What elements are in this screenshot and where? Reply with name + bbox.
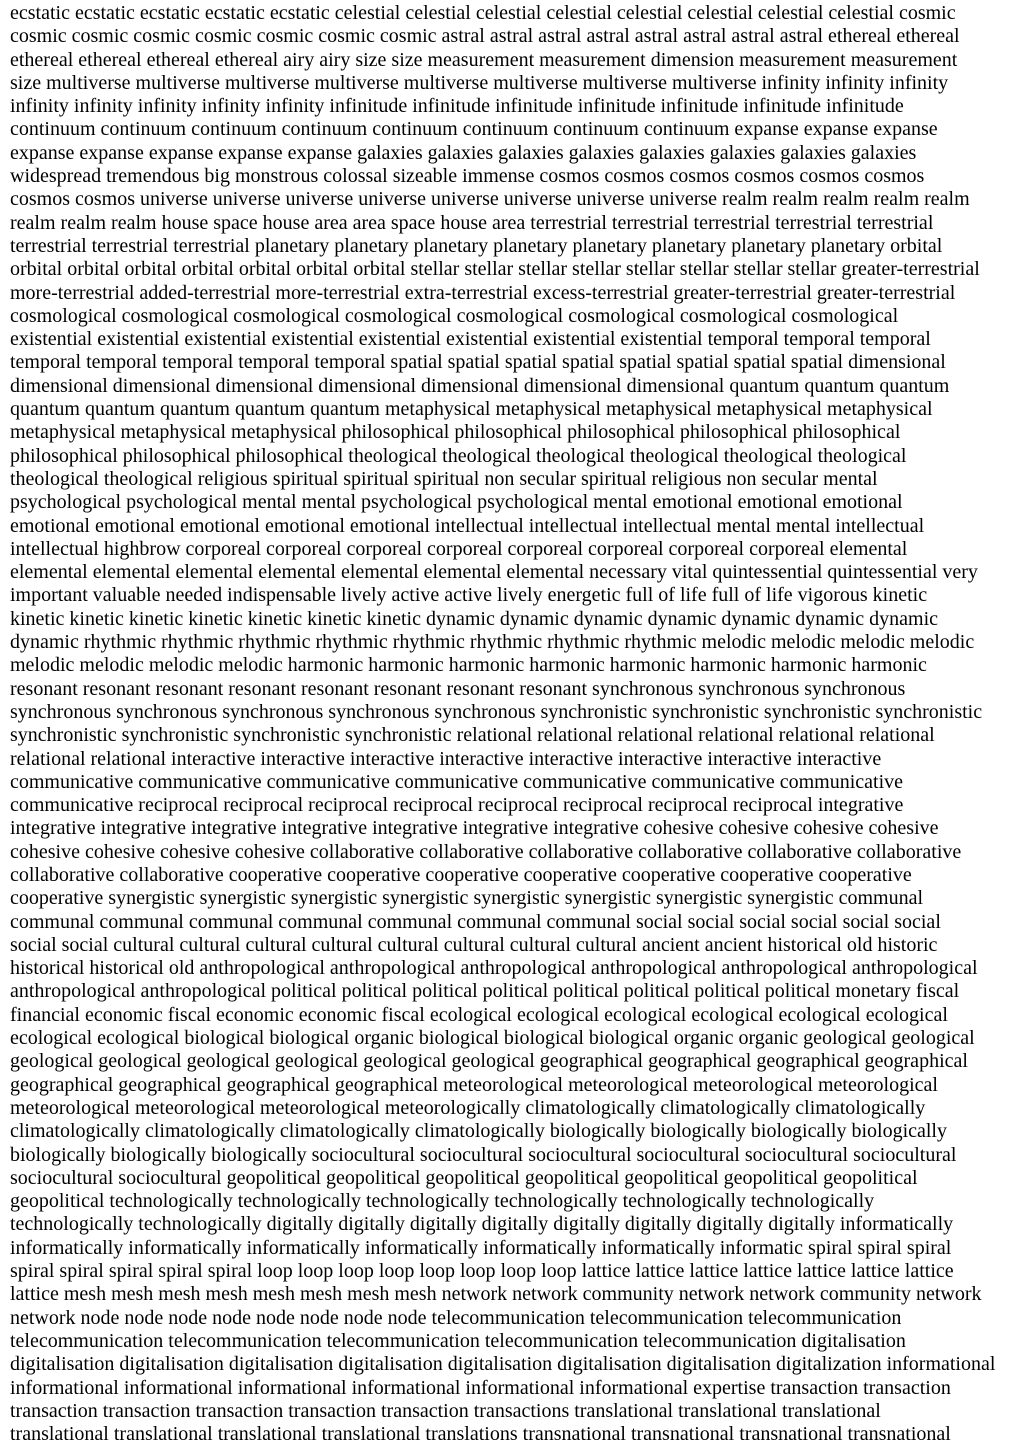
text-line: widespread tremendous big monstrous colossal sizeable immense cosmos cosmos cosmos cosmos cosmos cosmos — [10, 165, 925, 188]
text-line: continuum continuum continuum continuum continuum continuum continuum continuum expanse expanse expanse — [10, 118, 938, 141]
text-line: quantum quantum quantum quantum quantum metaphysical metaphysical metaphysical metaphysical metaphysical — [10, 398, 933, 421]
text-line: spiral spiral spiral spiral spiral loop loop loop loop loop loop loop loop lattice lattice lattice lattice lattice lattice lattice — [10, 1260, 954, 1283]
text-line: financial economic fiscal economic economic fiscal ecological ecological ecological ecological ecological ecological — [10, 1003, 948, 1026]
text-line: infinity infinity infinity infinity infinity infinitude infinitude infinitude infinitude infinitude infinitude infinitude — [10, 95, 904, 118]
text-line: geological geological geological geological geological geological geographical geographical geographical geographical — [10, 1050, 968, 1073]
text-line: more-terrestrial added-terrestrial more-terrestrial extra-terrestrial excess-terrestrial greater-terrestrial greater-terrestrial — [10, 281, 956, 304]
text-line: cooperative synergistic synergistic synergistic synergistic synergistic synergistic synergistic synergistic communal — [10, 887, 924, 910]
text-line: sociocultural sociocultural geopolitical geopolitical geopolitical geopolitical geopolitical geopolitical geopolitical — [10, 1166, 918, 1189]
text-line: geopolitical technologically technologically technologically technologically technologically technologically — [10, 1190, 875, 1213]
text-line: realm realm realm house space house area area space house area terrestrial terrestrial terrestrial terrestrial terrestrial — [10, 211, 934, 234]
text-line: synchronistic synchronistic synchronistic synchronistic relational relational relational relational relational relational — [10, 724, 935, 747]
text-line: informational informational informational informational informational informational expertise transaction transaction — [10, 1376, 951, 1399]
text-line: lattice mesh mesh mesh mesh mesh mesh mesh mesh network network community network network community network — [10, 1283, 982, 1306]
text-document-body — [10, 2, 1014, 1446]
text-line: collaborative collaborative cooperative cooperative cooperative cooperative cooperative cooperative cooperative — [10, 863, 912, 886]
text-line: emotional emotional emotional emotional emotional intellectual intellectual intellectual mental mental intellectual — [10, 514, 925, 537]
text-line: telecommunication telecommunication telecommunication telecommunication telecommunication digitalisation — [10, 1329, 906, 1352]
text-line: ecological ecological biological biological organic biological biological biological organic organic geological geological — [10, 1027, 975, 1050]
text-line: ethereal ethereal ethereal ethereal airy airy size size measurement measurement dimension measurement measurement — [10, 48, 958, 71]
text-line: cosmos cosmos universe universe universe universe universe universe universe universe realm realm realm realm realm — [10, 188, 970, 211]
text-line: digitalisation digitalisation digitalisation digitalisation digitalisation digitalisation digitalisation digitalization informational — [10, 1353, 996, 1376]
text-line: terrestrial terrestrial terrestrial planetary planetary planetary planetary planetary planetary planetary planetary orbital — [10, 234, 943, 257]
text-line: network node node node node node node node node telecommunication telecommunication telecommunication — [10, 1306, 902, 1329]
text-line: historical historical old anthropological anthropological anthropological anthropological anthropological anthropological — [10, 957, 978, 980]
text-line: theological theological religious spiritual spiritual spiritual non secular spiritual religious non secular mental — [10, 467, 878, 490]
text-line: psychological psychological mental mental psychological psychological mental emotional emotional emotional — [10, 491, 903, 514]
text-line: climatologically climatologically climatologically climatologically biologically biologically biologically biologically — [10, 1120, 947, 1143]
text-line: anthropological anthropological political political political political political political political political monetary fiscal — [10, 980, 960, 1003]
text-line: communicative communicative communicative communicative communicative communicative communicative — [10, 770, 904, 793]
text-line: intellectual highbrow corporeal corporeal corporeal corporeal corporeal corporeal corporeal corporeal elemental — [10, 537, 908, 560]
text-line: relational relational interactive interactive interactive interactive interactive interactive interactive interactive — [10, 747, 882, 770]
text-line: informatically informatically informatically informatically informatically informatically informatic spiral spiral spiral — [10, 1236, 952, 1259]
text-line: synchronous synchronous synchronous synchronous synchronous synchronistic synchronistic synchronistic synchronistic — [10, 700, 983, 723]
text-line: ecstatic ecstatic ecstatic ecstatic ecstatic celestial celestial celestial celestial celestial celestial celestial celestial cosmic — [10, 2, 956, 24]
text-line: biologically biologically biologically sociocultural sociocultural sociocultural sociocultural sociocultural sociocultural — [10, 1143, 957, 1166]
text-line: social social cultural cultural cultural cultural cultural cultural cultural cultural ancient ancient historical old historic — [10, 933, 938, 956]
text-line: kinetic kinetic kinetic kinetic kinetic kinetic kinetic dynamic dynamic dynamic dynamic dynamic dynamic dynamic — [10, 607, 939, 630]
text-line: translational translational translational translational translations transnational transnational transnational transnational — [10, 1423, 951, 1446]
text-line: metaphysical metaphysical metaphysical philosophical philosophical philosophical philosophical philosophical — [10, 421, 901, 444]
text-line: cosmological cosmological cosmological cosmological cosmological cosmological cosmological cosmological — [10, 304, 899, 327]
text-line: temporal temporal temporal temporal temporal spatial spatial spatial spatial spatial spatial spatial spatial dimensional — [10, 351, 946, 374]
text-line: existential existential existential existential existential existential existential existential temporal temporal temporal — [10, 328, 931, 351]
text-line: communal communal communal communal communal communal communal social social social social social social — [10, 910, 941, 933]
text-line: size multiverse multiverse multiverse multiverse multiverse multiverse multiverse multiverse infinity infinity infinity — [10, 71, 949, 94]
text-line: cohesive cohesive cohesive cohesive collaborative collaborative collaborative collaborative collaborative collaborative — [10, 840, 962, 863]
text-line: geographical geographical geographical geographical meteorological meteorological meteorological meteorological — [10, 1073, 938, 1096]
text-line: philosophical philosophical philosophical theological theological theological theological theological theological — [10, 444, 907, 467]
text-line: dynamic rhythmic rhythmic rhythmic rhythmic rhythmic rhythmic rhythmic rhythmic melodic melodic melodic melodic — [10, 631, 975, 654]
text-line: elemental elemental elemental elemental elemental elemental elemental necessary vital quintessential quintessential very — [10, 561, 978, 584]
text-line: technologically technologically digitally digitally digitally digitally digitally digitally digitally digitally informatically — [10, 1213, 954, 1236]
text-line: important valuable needed indispensable lively active active lively energetic full of life full of life vigorous kinetic — [10, 584, 928, 607]
text-line: transaction transaction transaction transaction transaction transactions translational translational translational — [10, 1399, 881, 1422]
text-line: communicative reciprocal reciprocal reciprocal reciprocal reciprocal reciprocal reciprocal reciprocal integrative — [10, 794, 904, 817]
text-line: dimensional dimensional dimensional dimensional dimensional dimensional dimensional quantum quantum quantum — [10, 374, 950, 397]
text-line: integrative integrative integrative integrative integrative integrative integrative cohesive cohesive cohesive cohesive — [10, 817, 939, 840]
text-line: expanse expanse expanse expanse expanse galaxies galaxies galaxies galaxies galaxies galaxies galaxies galaxies — [10, 141, 917, 164]
text-line: melodic melodic melodic melodic harmonic harmonic harmonic harmonic harmonic harmonic harmonic harmonic — [10, 654, 927, 677]
text-line: cosmic cosmic cosmic cosmic cosmic cosmic cosmic astral astral astral astral astral astral astral astral ethereal ethereal — [10, 25, 960, 48]
text-line: orbital orbital orbital orbital orbital orbital orbital stellar stellar stellar stellar stellar stellar stellar stellar greater-terrestrial — [10, 258, 980, 281]
text-line: resonant resonant resonant resonant resonant resonant resonant resonant synchronous synchronous synchronous — [10, 677, 906, 700]
text-line: meteorological meteorological meteorological meteorologically climatologically climatologically climatologically — [10, 1096, 926, 1119]
